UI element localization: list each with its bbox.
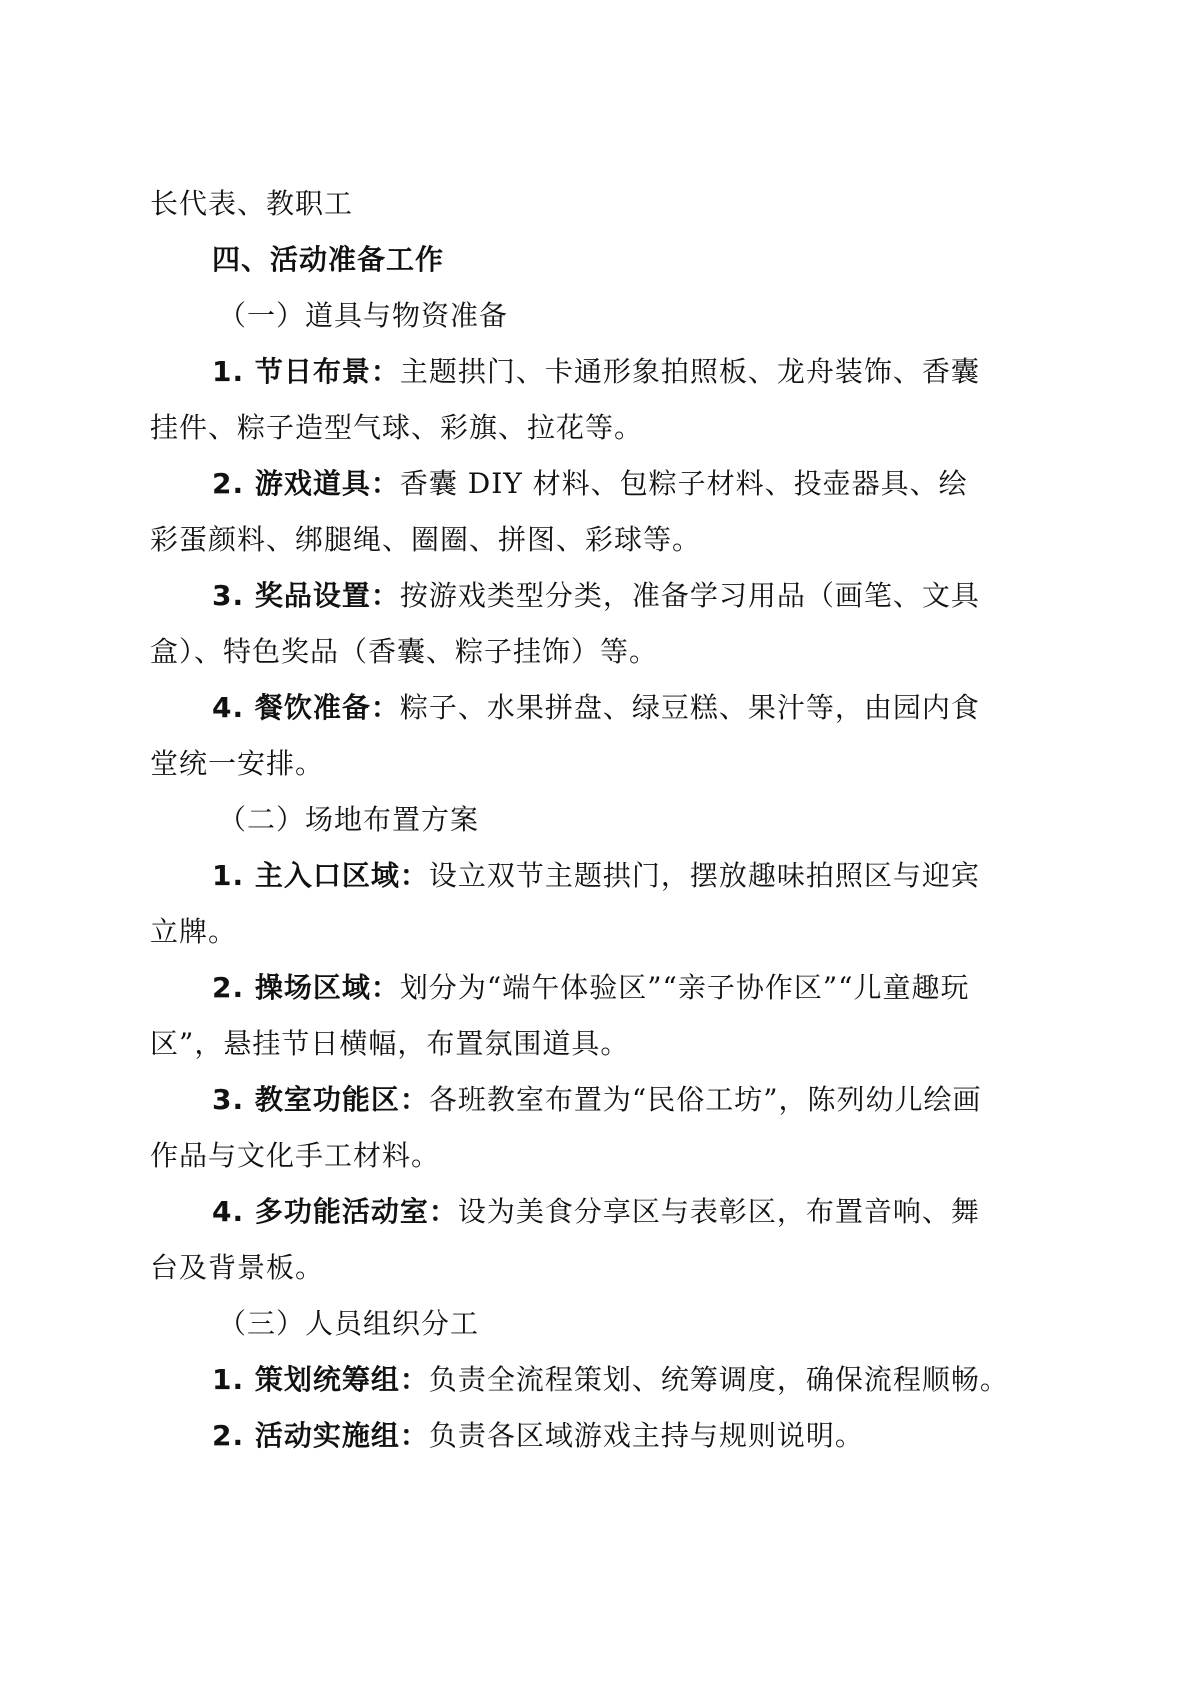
subsection-title-1: （一）道具与物资准备 (218, 299, 509, 332)
item-text-continued: 区”，悬挂节日横幅，布置氛围道具。 (150, 1027, 630, 1060)
subsection-title-3: （三）人员组织分工 (218, 1307, 480, 1340)
item-text: 设立双节主题拱门，摆放趣味拍照区与迎宾 (428, 859, 980, 892)
item-text-continued: 盒）、特色奖品（香囊、粽子挂饰）等。 (150, 635, 659, 668)
paragraph-item (150, 1408, 1040, 1464)
paragraph-item (150, 1072, 1040, 1184)
item-text: 粽子、水果拼盘、绿豆糕、果汁等，由园内食 (399, 691, 980, 724)
continuation-text: 长代表、教职工 (150, 187, 354, 220)
item-label: 1. 主入口区域： (212, 859, 429, 892)
paragraph-item (150, 456, 1040, 568)
paragraph-item (150, 680, 1040, 792)
item-label: 3. 奖品设置： (212, 579, 400, 612)
item-text: 各班教室布置为“民俗工坊”，陈列幼儿绘画 (428, 1083, 982, 1116)
item-text-continued: 堂统一安排。 (150, 747, 325, 780)
item-text-continued: 作品与文化手工材料。 (150, 1139, 441, 1172)
item-label: 4. 餐饮准备： (212, 691, 400, 724)
subsection-title-2: （二）场地布置方案 (218, 803, 480, 836)
paragraph-item (150, 568, 1040, 680)
item-text: 按游戏类型分类，准备学习用品（画笔、文具 (399, 579, 980, 612)
item-text: 香囊 DIY 材料、包粽子材料、投壶器具、绘 (399, 467, 968, 500)
item-text: 负责全流程策划、统筹调度，确保流程顺畅。 (428, 1363, 1009, 1396)
paragraph-item (150, 1352, 1040, 1408)
paragraph-item (150, 848, 1040, 960)
item-text-continued: 挂件、粽子造型气球、彩旗、拉花等。 (150, 411, 644, 444)
item-text: 设为美食分享区与表彰区，布置音响、舞 (457, 1195, 980, 1228)
item-label: 4. 多功能活动室： (212, 1195, 458, 1228)
item-label: 3. 教室功能区： (212, 1083, 429, 1116)
item-text: 负责各区域游戏主持与规则说明。 (428, 1419, 864, 1452)
item-label: 2. 游戏道具： (212, 467, 400, 500)
item-text: 主题拱门、卡通形象拍照板、龙舟装饰、香囊 (399, 355, 980, 388)
item-label: 2. 操场区域： (212, 971, 400, 1004)
item-text: 划分为“端午体验区”“亲子协作区”“儿童趣玩 (399, 971, 970, 1004)
item-label: 1. 策划统筹组： (212, 1363, 429, 1396)
item-label: 1. 节日布景： (212, 355, 400, 388)
item-text-continued: 立牌。 (150, 915, 238, 948)
section-heading: 四、活动准备工作 (212, 243, 445, 276)
document-page (150, 176, 1040, 1464)
paragraph-item (150, 960, 1040, 1072)
item-text-continued: 彩蛋颜料、绑腿绳、圈圈、拼图、彩球等。 (150, 523, 702, 556)
paragraph-item (150, 344, 1040, 456)
item-text-continued: 台及背景板。 (150, 1251, 325, 1284)
paragraph-item (150, 1184, 1040, 1296)
item-label: 2. 活动实施组： (212, 1419, 429, 1452)
